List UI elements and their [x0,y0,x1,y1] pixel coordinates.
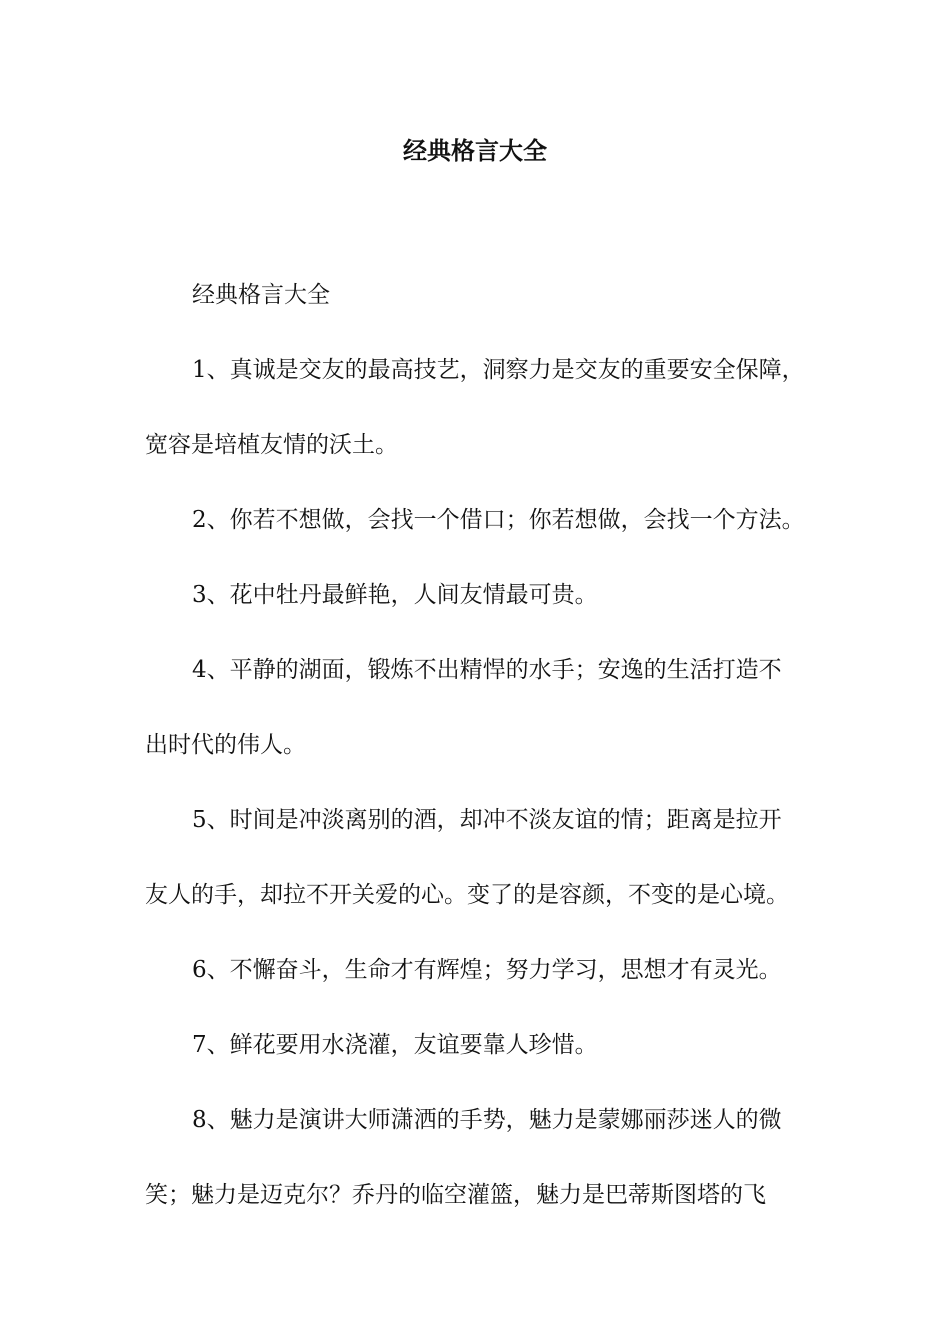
list-item-line: 笑；魅力是迈克尔？乔丹的临空灌篮，魅力是巴蒂斯图塔的飞 [145,1182,766,1208]
list-item-line: 友人的手，却拉不开关爱的心。变了的是容颜，不变的是心境。 [145,882,789,908]
list-item-line: 4、平静的湖面，锻炼不出精悍的水手；安逸的生活打造不 [192,657,782,683]
list-item-line: 7、鲜花要用水浇灌，友谊要靠人珍惜。 [192,1032,598,1058]
list-item-7 [145,1008,810,1083]
list-item-line: 3、花中牡丹最鲜艳，人间友情最可贵。 [192,582,598,608]
list-item-8 [145,1083,810,1233]
list-item-line: 5、时间是冲淡离别的酒，却冲不淡友谊的情；距离是拉开 [192,807,782,833]
list-item-line: 2、你若不想做，会找一个借口；你若想做，会找一个方法。 [192,507,805,533]
list-item-line: 出时代的伟人。 [145,732,306,758]
list-item-line: 1、真诚是交友的最高技艺，洞察力是交友的重要安全保障， [192,357,805,383]
page-title: 经典格言大全 [403,136,547,165]
list-item-3 [145,558,810,633]
document-body [145,258,810,1233]
list-item-2 [145,483,810,558]
list-item-4 [145,633,810,783]
section-heading: 经典格言大全 [192,282,330,308]
list-item-1 [145,333,810,483]
list-item-line: 宽容是培植友情的沃土。 [145,432,398,458]
list-item-line: 8、魅力是演讲大师潇洒的手势，魅力是蒙娜丽莎迷人的微 [192,1107,782,1133]
list-item-6 [145,933,810,1008]
list-item-line: 6、不懈奋斗，生命才有辉煌；努力学习，思想才有灵光。 [192,957,782,983]
list-item-5 [145,783,810,933]
